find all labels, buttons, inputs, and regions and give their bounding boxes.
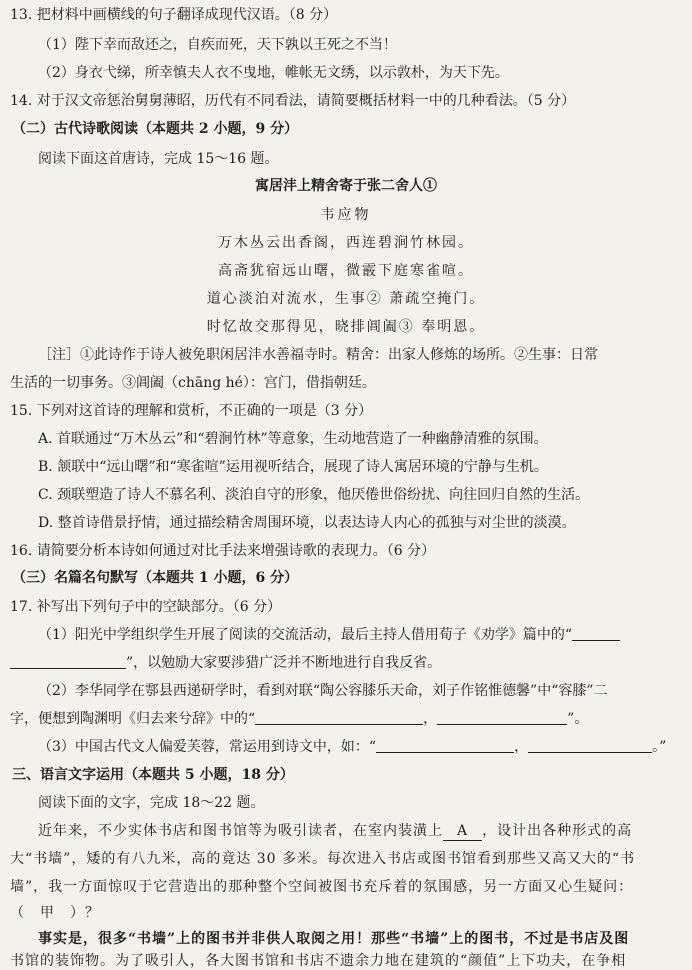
- q15-stem: 15. 下列对这首诗的理解和赏析，不正确的一项是（3 分）: [10, 403, 373, 419]
- q17-blank-3b[interactable]: [528, 738, 652, 753]
- q17-part-2-line-2: [10, 710, 588, 728]
- q15-option-c: C. 颈联塑造了诗人不慕名利、淡泊自守的形象，他厌倦世俗纷扰、向往回归自然的生活。: [38, 487, 590, 503]
- q15-option-b: B. 颔联中“远山曙”和“寒雀喧”运用视听结合，展现了诗人寓居环境的宁静与生机。: [38, 459, 548, 475]
- q17-part-1-line-1: [38, 626, 620, 644]
- poem-line-1: 万木丛云出香阁，西连碧涧竹林园。: [218, 235, 474, 251]
- q17-p3-end: 。”: [652, 739, 667, 755]
- poem-line-2: 高斋犹宿远山曙，微霰下庭寒雀喧。: [218, 263, 474, 279]
- q17-blank-1b[interactable]: [10, 654, 126, 669]
- q17-p2-comma: ，: [423, 711, 438, 727]
- q17-p2-end: ”。: [567, 711, 589, 727]
- q17-p3-comma: ，: [514, 739, 529, 755]
- q13-sentence-1: （1）陛下幸而敌还之，自疾而死，天下孰以王死之不当！: [38, 37, 397, 53]
- poem-title: 寓居沣上精舍寄于张二舍人①: [255, 178, 437, 194]
- q17-part-1-line-2: [10, 654, 441, 672]
- q15-option-a: A. 首联通过“万木丛云”和“碧涧竹林”等意象，生动地营造了一种幽静清雅的氛围。: [38, 431, 548, 447]
- q15-option-d: D. 整首诗借景抒情，通过描绘精舍周围环境，以表达诗人内心的孤独与对尘世的淡漠。: [38, 515, 576, 531]
- part-3-intro: 阅读下面的文字，完成 18～22 题。: [38, 795, 265, 811]
- passage-para-2-line-1: 事实是，很多“书墙”上的图书并非供人取阅之用！那些“书墙”上的图书，不过是书店及图: [38, 931, 630, 947]
- part-3-title: 三、语言文字运用（本题共 5 小题，18 分）: [12, 767, 294, 783]
- passage-p1-text: 近年来，不少实体书店和图书馆等为吸引读者，在室内装潢上: [38, 823, 443, 839]
- poem-line-4: 时忆故交那得见，晓排阊阖③ 奉明恩。: [206, 319, 486, 335]
- q17-blank-2b[interactable]: [437, 710, 567, 725]
- poem-author: 韦应物: [320, 207, 372, 223]
- q17-blank-2a[interactable]: [255, 710, 423, 725]
- passage-para-1-line-3: 墙”，我一方面惊叹于它营造出的那种整个空间被图书充斥着的氛围感，另一方面又心生疑问：: [10, 879, 634, 895]
- q13-sentence-2: （2）身衣弋绨，所幸慎夫人衣不曳地，帷帐无文绣，以示敦朴，为天下先。: [38, 65, 509, 81]
- poem-line-3: 道心淡泊对流水，生事② 萧疏空掩门。: [206, 291, 486, 307]
- q17-p3-text: （3）中国古代文人偏爱芙蓉，常运用到诗文中，如：“: [38, 739, 377, 755]
- passage-para-1-line-4: （ 甲 ）？: [10, 905, 100, 921]
- section-3-title: （三）名篇名句默写（本题共 1 小题，6 分）: [12, 570, 299, 586]
- passage-para-1-line-1: [38, 822, 632, 841]
- q13-stem: 13. 把材料中画横线的句子翻译成现代汉语。（8 分）: [10, 7, 338, 23]
- q17-part-2-line-1: （2）李华同学在鄠县西递研学时，看到对联“陶公容膝乐天命，刘子作铭惟德馨”中“容膝”二: [38, 683, 608, 699]
- q17-blank-1a[interactable]: [572, 626, 620, 641]
- q17-blank-3a[interactable]: [376, 738, 514, 753]
- q14-stem: 14. 对于汉文帝惩治舅舅薄昭，历代有不同看法，请简要概括材料一中的几种看法。（5 分）: [10, 93, 576, 109]
- q17-part-3-line: [38, 738, 666, 756]
- blank-a[interactable]: A: [443, 822, 482, 841]
- passage-para-2-line-2: 书馆的装饰物。为了吸引人，各大图书馆和书店不遗余力地在建筑的“颜值”上下功夫，在争相: [10, 953, 627, 969]
- passage-para-1-line-2: 大“书墙”，矮的有八九米，高的竟达 30 多米。每次进入书店或图书馆看到那些又高又大的“书: [10, 851, 636, 867]
- poem-note-line-1: ［注］①此诗作于诗人被免职闲居沣水善福寺时。精舍：出家人修炼的场所。②生事：日常: [38, 347, 598, 363]
- q16-stem: 16. 请简要分析本诗如何通过对比手法来增强诗歌的表现力。（6 分）: [10, 543, 436, 559]
- q17-p1-text: （1）阳光中学组织学生开展了阅读的交流活动，最后主持人借用荀子《劝学》篇中的“: [38, 627, 573, 643]
- section-2-title: （二）古代诗歌阅读（本题共 2 小题，9 分）: [12, 121, 299, 137]
- q17-p2-text: 字，便想到陶渊明《归去来兮辞》中的“: [10, 711, 256, 727]
- passage-p1-tail: ，设计出各种形式的高: [482, 823, 633, 839]
- q17-stem: 17. 补写出下列句子中的空缺部分。（6 分）: [10, 599, 282, 615]
- poem-intro: 阅读下面这首唐诗，完成 15～16 题。: [38, 151, 279, 167]
- poem-note-line-2: 生活的一切事务。③阊阖（chāng hé）：宫门，借指朝廷。: [10, 375, 376, 391]
- q17-p1-tail: ”，以勉励大家要涉猎广泛并不断地进行自我反省。: [126, 655, 442, 671]
